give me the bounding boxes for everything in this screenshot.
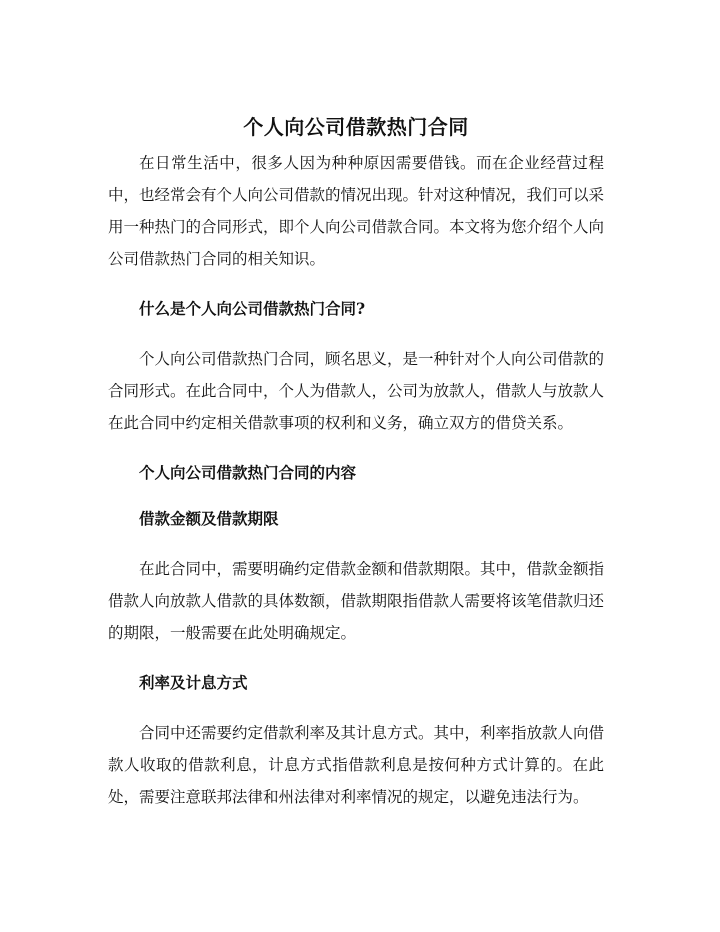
subsection-body-interest: 合同中还需要约定借款利率及其计息方式。其中，利率指放款人向借款人收取的借款利息，计息方式指借款利息是按何种方式计算的。在此处，需要注意联邦法律和州法律对利率情况的规定，以避免违法行为。: [108, 724, 605, 806]
intro-paragraph: 在日常生活中，很多人因为种种原因需要借钱。而在企业经营过程中，也经常会有个人向公司借款的情况出现。针对这种情况，我们可以采用一种热门的合同形式，即个人向公司借款合同。本文将为您介绍个人向公司借款热门合同的相关知识。: [108, 154, 605, 268]
section-heading-contents: 个人向公司借款热门合同的内容: [139, 463, 357, 482]
document-content: [108, 112, 604, 835]
section-heading-what-is: 什么是个人向公司借款热门合同?: [139, 299, 366, 318]
subsection-heading-interest: 利率及计息方式: [139, 673, 248, 692]
section-body-what-is: 个人向公司借款热门合同，顾名思义，是一种针对个人向公司借款的合同形式。在此合同中，个人为借款人，公司为放款人，借款人与放款人在此合同中约定相关借款事项的权利和义务，确立双方的借贷关系。: [108, 350, 605, 432]
subsection-heading-amount-term: 借款金额及借款期限: [139, 509, 279, 528]
subsection-body-amount-term: 在此合同中，需要明确约定借款金额和借款期限。其中，借款金额指借款人向放款人借款的具体数额，借款期限指借款人需要将该笔借款归还的期限，一般需要在此处明确规定。: [108, 560, 605, 642]
document-title: 个人向公司借款热门合同: [243, 115, 469, 139]
